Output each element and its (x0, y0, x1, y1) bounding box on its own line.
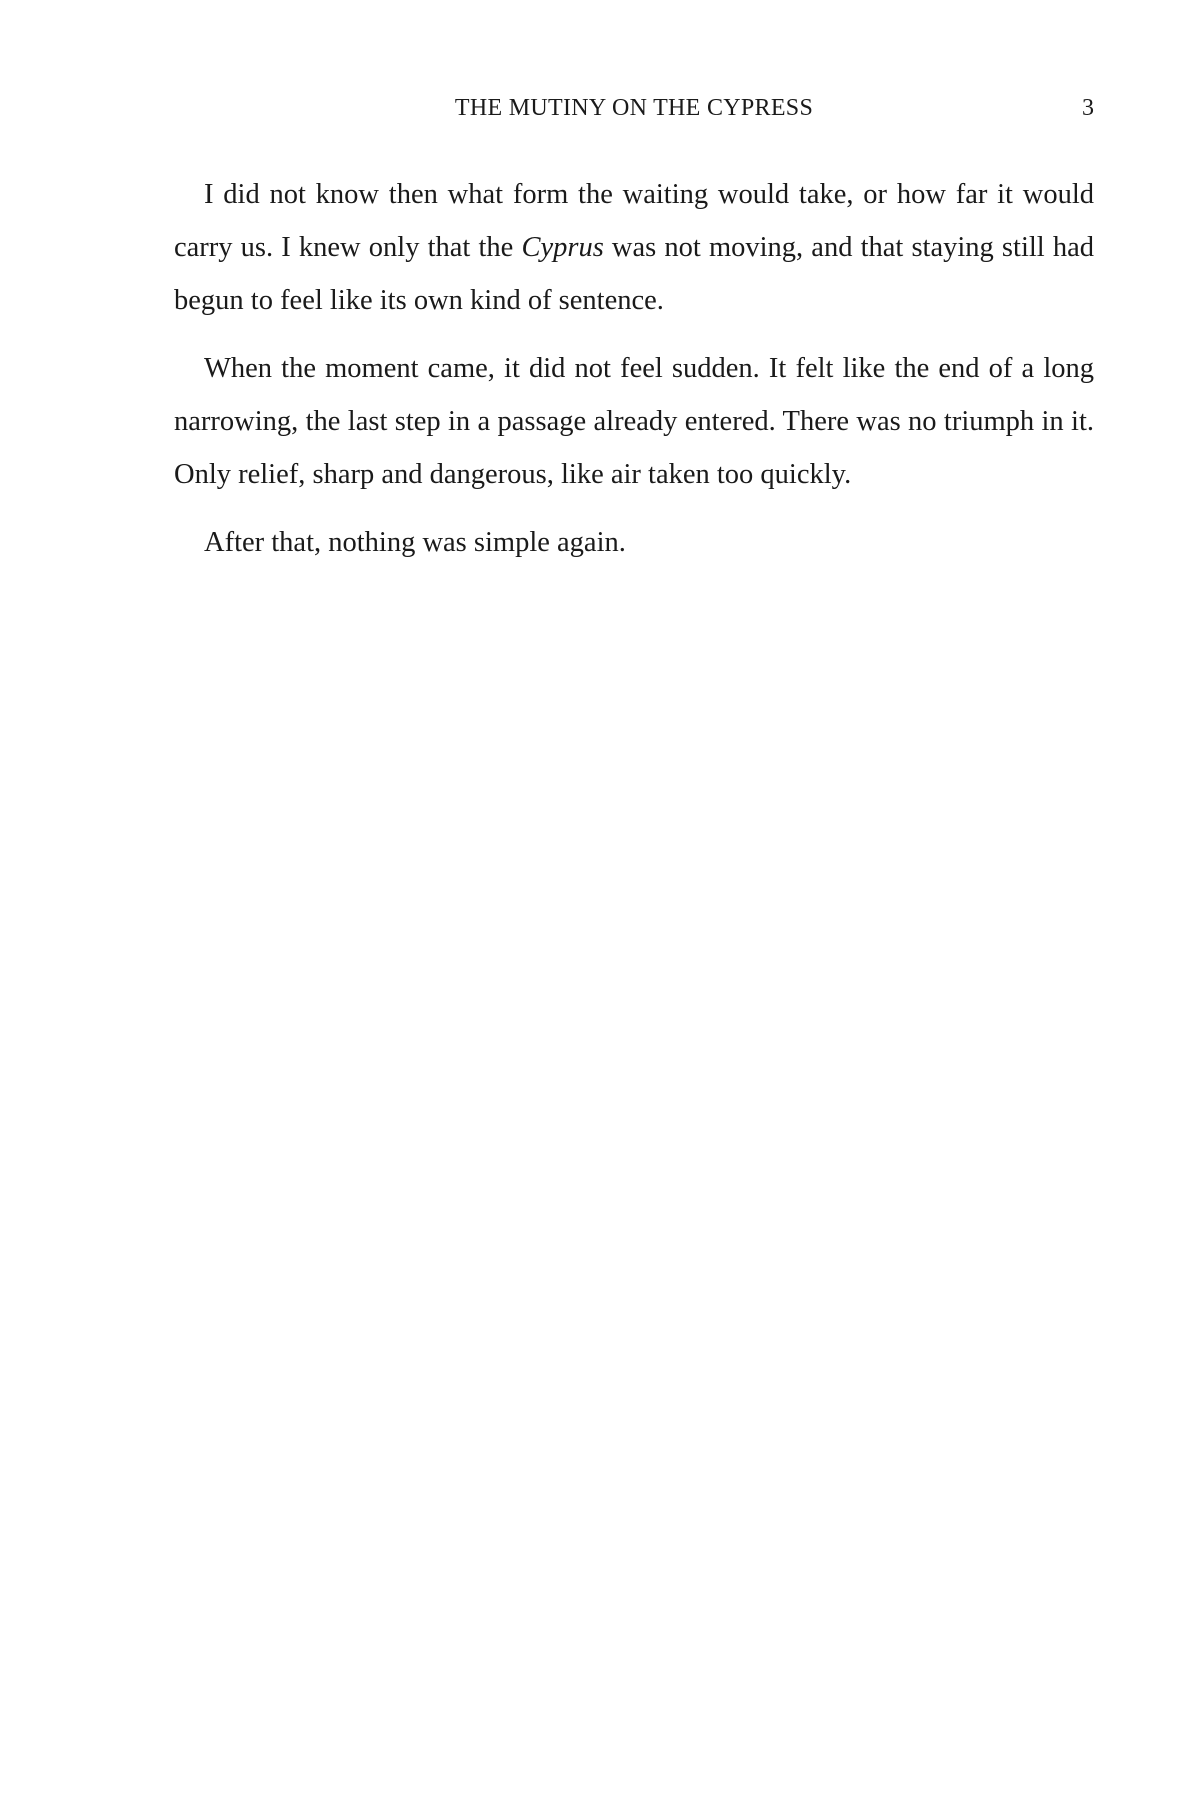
paragraph-1-text-start: I did not know then what form the waiting would take, or how far it would carry us. I knew only that the (174, 179, 1094, 263)
ship-name-italic: Cyprus (521, 232, 604, 263)
paragraph-1-text-end: was not moving, and that staying still had begun to feel like its own kind of sentence. (174, 232, 1094, 316)
page-number: 3 (1082, 95, 1094, 121)
running-head (174, 92, 1094, 124)
running-title: THE MUTINY ON THE CYPRESS (454, 95, 814, 121)
body-text (174, 168, 1094, 584)
paragraph-1 (174, 168, 1094, 327)
paragraph-2: When the moment came, it did not feel sudden. It felt like the end of a long narrowing, the last step in a passage already entered. There was no triumph in it. Only relief, sharp and dangerous, like air taken too quickly. (174, 353, 1094, 490)
paragraph-3: After that, nothing was simple again. (204, 527, 626, 558)
